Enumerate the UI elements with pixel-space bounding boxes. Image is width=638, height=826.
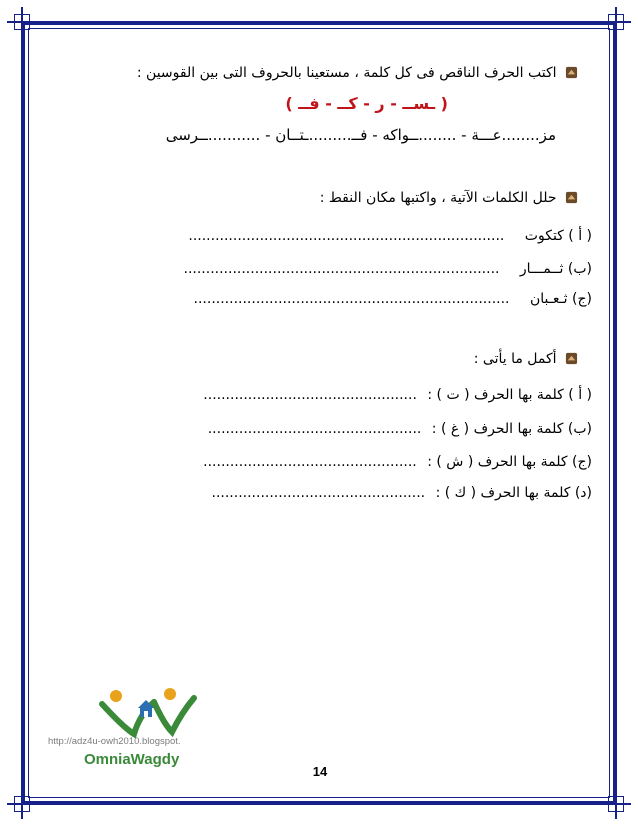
blog-logo	[44, 684, 234, 784]
exercise1-letter-set: ( ـســ - ر - كــ - فــ )	[285, 94, 448, 113]
exercise2-item	[184, 260, 593, 278]
exercise2-instruction: حلل الكلمات الآتية ، واكتبها مكان النقط :	[319, 190, 557, 206]
exercise3-answer-line[interactable]: ................................................	[211, 485, 426, 501]
corner-ornament	[608, 14, 624, 30]
blog-url: http://adz4u-owh2010.blogspot.	[48, 736, 181, 747]
exercise2-answer-line[interactable]: .......................................................................	[188, 228, 505, 244]
page-number: 14	[312, 764, 328, 779]
corner-ornament	[14, 14, 30, 30]
corner-ornament	[608, 796, 624, 812]
exercise3-item-label: ( أ ) كلمة بها الحرف ( ت ) :	[427, 387, 592, 403]
exercise2-answer-line[interactable]: .......................................................................	[183, 261, 500, 277]
exercise2-item-label: (ج) ثـعـبان	[529, 291, 592, 307]
author-name: OmniaWagdy	[84, 751, 180, 768]
hand-pointer-icon	[565, 191, 578, 204]
exercise3-item-label: (ج) كلمة بها الحرف ( ش ) :	[427, 454, 592, 470]
exercise3-answer-line[interactable]: ................................................	[203, 387, 417, 403]
exercise3-instruction: أكمل ما يأتى :	[473, 351, 557, 367]
exercise1-instruction: اكتب الحرف الناقص فى كل كلمة ، مستعينا بالحروف التى بين القوسين :	[136, 65, 557, 81]
exercise1-instruction-row	[137, 64, 578, 82]
exercise1-words: مز........عـــة - ........ــواكه - فــ.........ـتــان - ...........ــرسى	[165, 126, 556, 144]
exercise2-item	[194, 290, 592, 308]
exercise3-item	[212, 484, 593, 502]
exercise3-item-label: (ب) كلمة بها الحرف ( غ ) :	[431, 421, 592, 437]
exercise3-instruction-row	[474, 350, 578, 368]
exercise3-answer-line[interactable]: ................................................	[203, 454, 417, 470]
exercise2-answer-line[interactable]: .......................................................................	[193, 291, 510, 307]
family-logo-icon	[94, 684, 214, 740]
exercise2-item-label: ( أ ) كتكوت	[524, 228, 592, 244]
hand-pointer-icon	[565, 66, 578, 79]
exercise2-instruction-row	[320, 189, 578, 207]
corner-ornament	[14, 796, 30, 812]
exercise3-item	[208, 420, 592, 438]
exercise3-item	[203, 386, 592, 404]
exercise3-answer-line[interactable]: ................................................	[207, 421, 422, 437]
exercise2-item	[188, 227, 592, 245]
exercise3-item	[203, 453, 592, 471]
hand-pointer-icon	[565, 352, 578, 365]
exercise2-item-label: (ب) ثــمـــار	[519, 261, 592, 277]
exercise3-item-label: (د) كلمة بها الحرف ( ك ) :	[435, 485, 592, 501]
